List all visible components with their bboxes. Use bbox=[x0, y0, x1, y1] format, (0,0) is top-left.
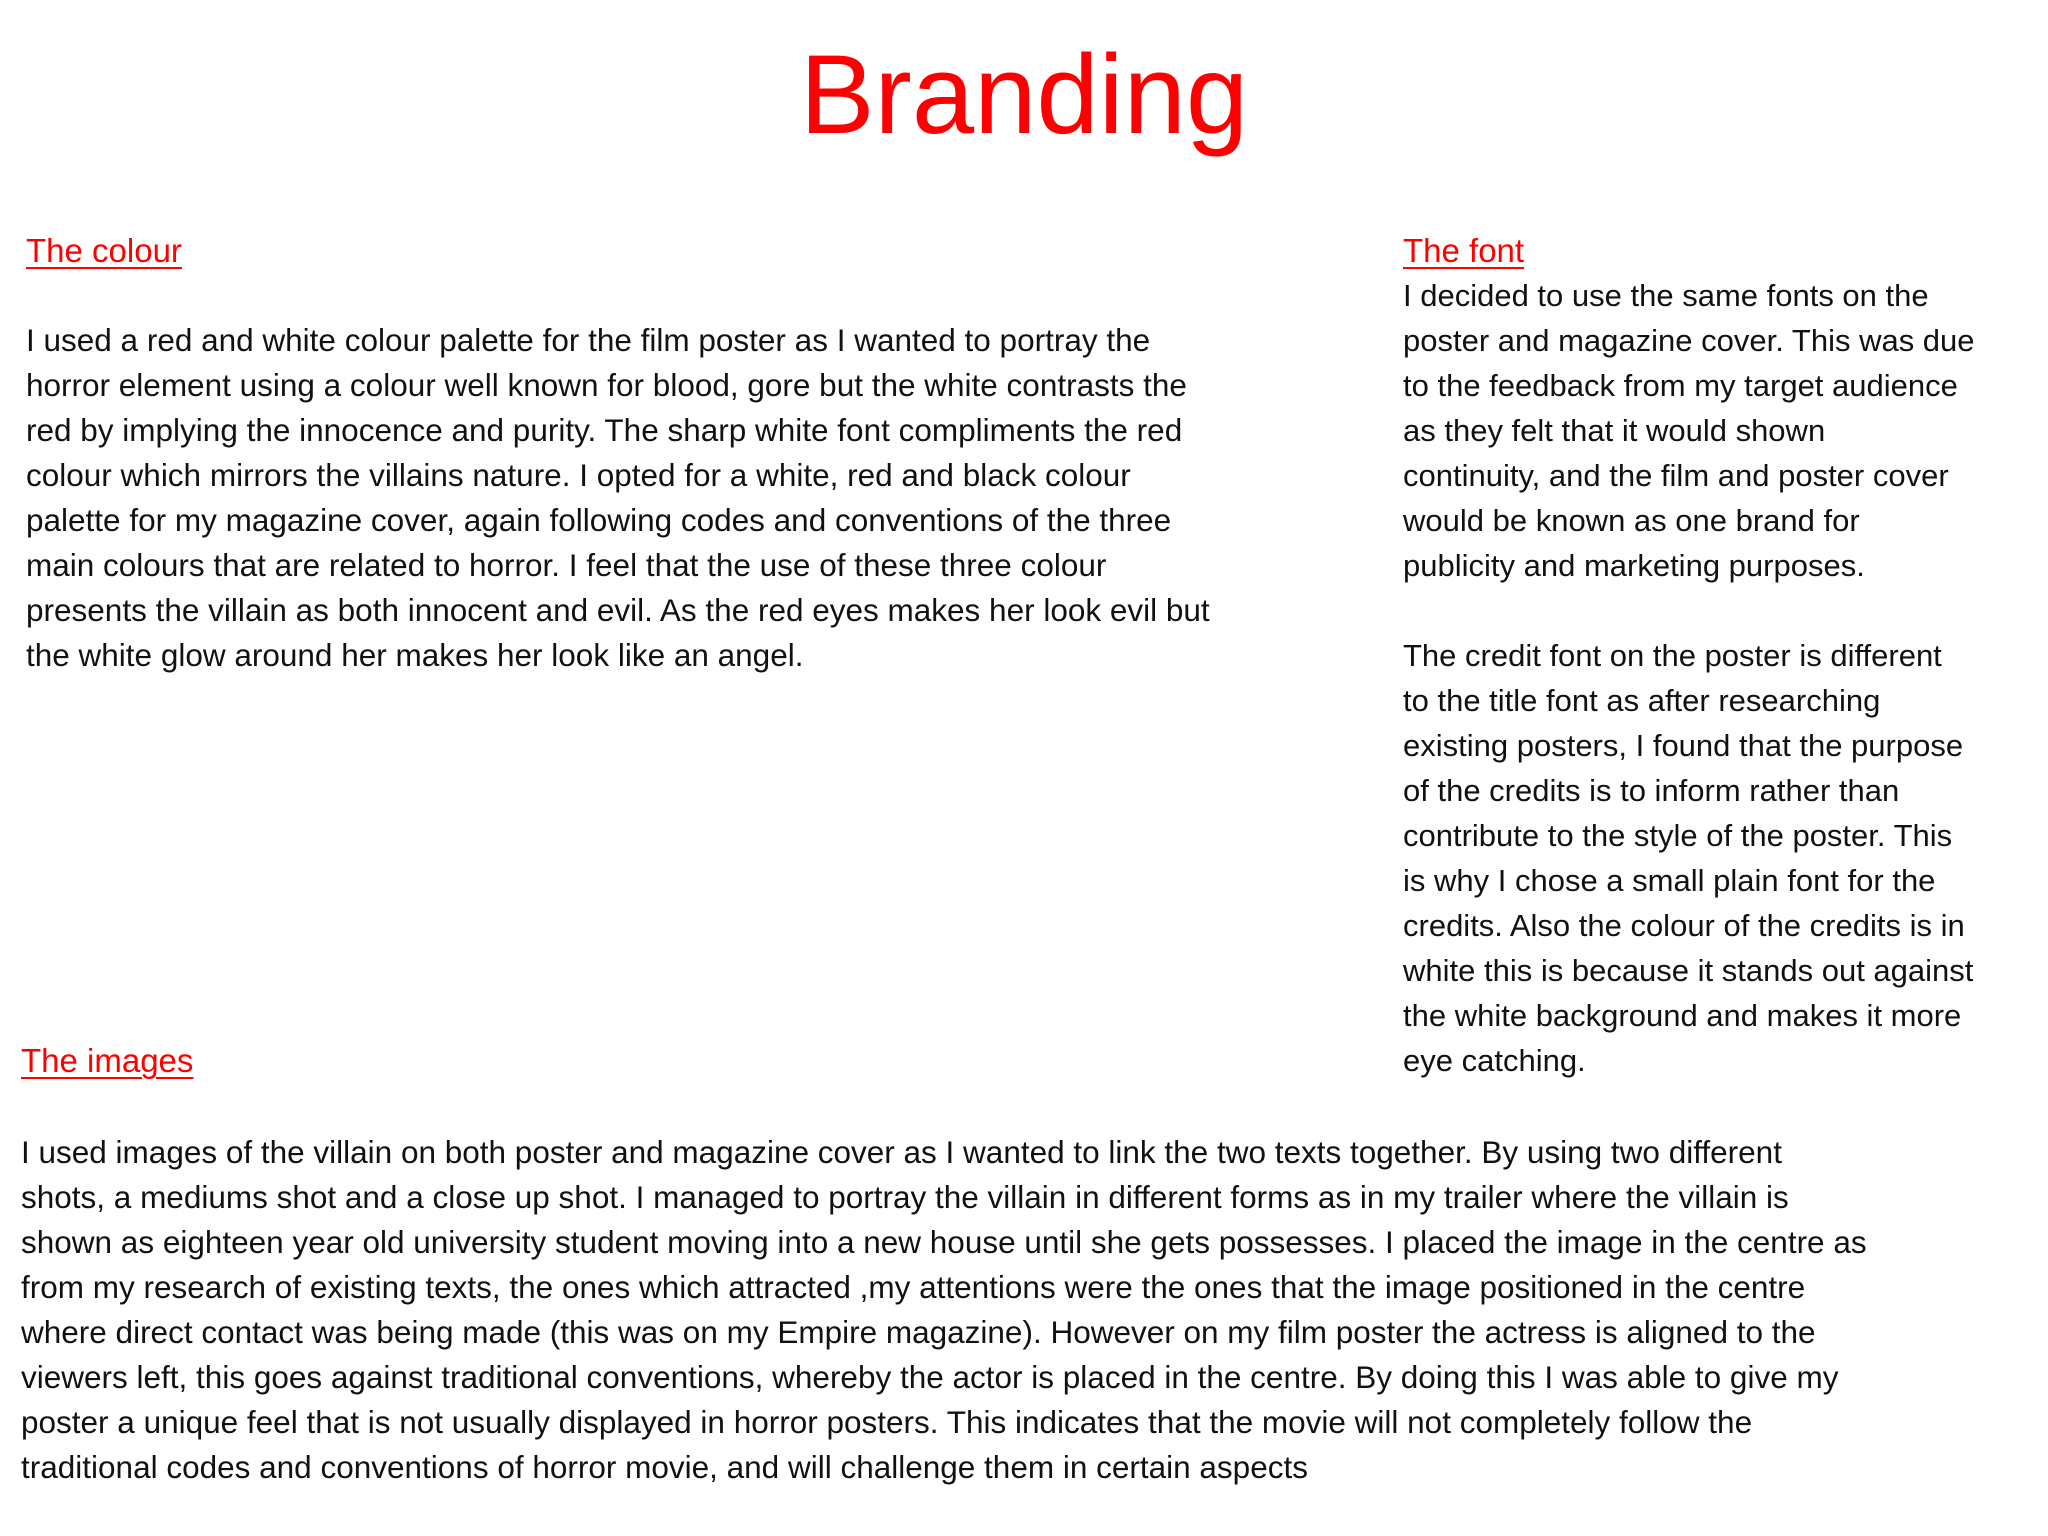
font-line: eye catching. bbox=[1403, 1043, 1586, 1078]
colour-line: the white glow around her makes her look like an angel. bbox=[26, 637, 804, 673]
colour-line: palette for my magazine cover, again following codes and conventions of the three bbox=[26, 502, 1172, 538]
images-line: traditional codes and conventions of horror movie, and will challenge them in certain aspects bbox=[21, 1449, 1308, 1485]
font-line: as they felt that it would shown bbox=[1403, 413, 1826, 448]
font-line: existing posters, I found that the purpose bbox=[1403, 728, 1964, 763]
font-heading: The font bbox=[1403, 232, 1525, 269]
font-line: The credit font on the poster is different bbox=[1403, 638, 1942, 673]
font-line: contribute to the style of the poster. This bbox=[1403, 818, 1953, 853]
colour-line: presents the villain as both innocent and evil. As the red eyes makes her look evil but bbox=[26, 592, 1210, 628]
font-line: continuity, and the film and poster cover bbox=[1403, 458, 1949, 493]
images-line: viewers left, this goes against traditional conventions, whereby the actor is placed in the centre. By doing this I was able to give my bbox=[21, 1359, 1839, 1395]
slide-title: Branding bbox=[799, 32, 1249, 157]
font-paragraph-1 bbox=[1403, 273, 2043, 588]
font-line: publicity and marketing purposes. bbox=[1403, 548, 1865, 583]
images-line: where direct contact was being made (this was on my Empire magazine). However on my film poster the actress is aligned to the bbox=[21, 1314, 1816, 1350]
images-line: shots, a mediums shot and a close up shot. I managed to portray the villain in different forms as in my trailer where the villain is bbox=[21, 1179, 1789, 1215]
colour-line: colour which mirrors the villains nature. I opted for a white, red and black colour bbox=[26, 457, 1131, 493]
colour-paragraph bbox=[26, 318, 1356, 678]
images-paragraph bbox=[21, 1130, 2031, 1490]
images-line: poster a unique feel that is not usually displayed in horror posters. This indicates that the movie will not completely follow the bbox=[21, 1404, 1753, 1440]
colour-line: horror element using a colour well known for blood, gore but the white contrasts the bbox=[26, 367, 1187, 403]
colour-line: main colours that are related to horror. I feel that the use of these three colour bbox=[26, 547, 1107, 583]
font-line: to the title font as after researching bbox=[1403, 683, 1881, 718]
font-line: poster and magazine cover. This was due bbox=[1403, 323, 1975, 358]
font-line: the white background and makes it more bbox=[1403, 998, 1962, 1033]
images-line: shown as eighteen year old university student moving into a new house until she gets possesses. I placed the image in the centre as bbox=[21, 1224, 1867, 1260]
font-line: of the credits is to inform rather than bbox=[1403, 773, 1900, 808]
images-heading: The images bbox=[21, 1042, 194, 1079]
font-line: would be known as one brand for bbox=[1403, 503, 1860, 538]
font-line: to the feedback from my target audience bbox=[1403, 368, 1958, 403]
colour-section bbox=[26, 228, 1356, 678]
images-line: from my research of existing texts, the ones which attracted ,my attentions were the ones that the image positioned in the centre bbox=[21, 1269, 1806, 1305]
font-line: I decided to use the same fonts on the bbox=[1403, 278, 1929, 313]
font-line: white this is because it stands out against bbox=[1403, 953, 1974, 988]
images-line: I used images of the villain on both poster and magazine cover as I wanted to link the two texts together. By using two different bbox=[21, 1134, 1782, 1170]
colour-heading: The colour bbox=[26, 232, 182, 269]
colour-line: I used a red and white colour palette for the film poster as I wanted to portray the bbox=[26, 322, 1151, 358]
colour-line: red by implying the innocence and purity. The sharp white font compliments the red bbox=[26, 412, 1183, 448]
font-line: credits. Also the colour of the credits is in bbox=[1403, 908, 1965, 943]
font-line: is why I chose a small plain font for the bbox=[1403, 863, 1936, 898]
font-section bbox=[1403, 228, 2043, 1083]
font-paragraph-2 bbox=[1403, 633, 2043, 1083]
